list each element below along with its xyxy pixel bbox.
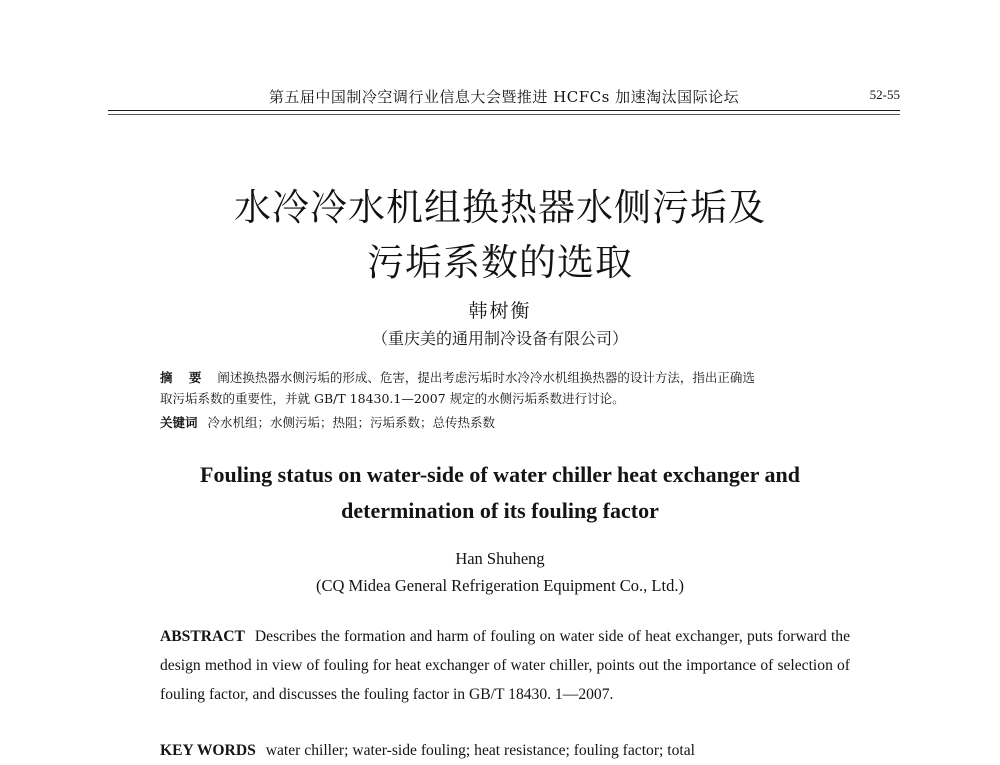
chinese-abstract-text-1: 阐述换热器水侧污垢的形成、危害，提出考虑污垢时水冷冷水机组换热器的设计方法，指出正确选 [217,370,755,385]
chinese-keywords-text: 冷水机组；水侧污垢；热阻；污垢系数；总传热系数 [207,415,496,430]
header-rule-thin [108,114,900,115]
english-affiliation: (CQ Midea General Refrigeration Equipment Co., Ltd.) [316,576,684,595]
english-title-line-2: determination of its fouling factor [341,498,659,523]
chinese-abstract-line-1 [160,367,850,388]
chinese-title-line-2: 污垢系数的选取 [367,241,633,284]
chinese-affiliation: （重庆美的通用制冷设备有限公司） [371,329,628,348]
english-keywords-text: water chiller; water-side fouling; heat resistance; fouling factor; total [265,742,695,759]
english-abstract-text: Describes the formation and harm of fouling on water side of heat exchanger, puts forward the design method in view of fouling for heat exchanger of water chiller, points out the importance of selection of fouling factor, and discusses the fouling factor in GB/T 18430. 1—2007. [160,628,850,703]
chinese-abstract-line-2: 取污垢系数的重要性，并就 GB/T 18430.1—2007 规定的水侧污垢系数进行讨论。 [160,391,625,406]
chinese-keywords-label: 关键词 [160,415,198,430]
chinese-title-line-1: 水冷冷水机组换热器水侧污垢及 [234,186,766,229]
english-abstract-label: ABSTRACT [160,628,245,645]
english-author: Han Shuheng [455,549,545,568]
english-title-line-1: Fouling status on water-side of water chiller heat exchanger and [200,462,800,487]
running-header [108,86,900,108]
chinese-keywords [160,412,850,433]
chinese-abstract-label: 摘 要 [160,370,208,385]
chinese-author: 韩树衡 [468,300,532,322]
header-rule [108,110,900,111]
english-keywords-label: KEY WORDS [160,742,256,759]
english-keywords [160,736,850,765]
english-abstract [160,622,850,709]
conference-title: 第五届中国制冷空调行业信息大会暨推进 HCFCs 加速淘汰国际论坛 [268,88,740,106]
page-range: 52-55 [869,87,900,102]
